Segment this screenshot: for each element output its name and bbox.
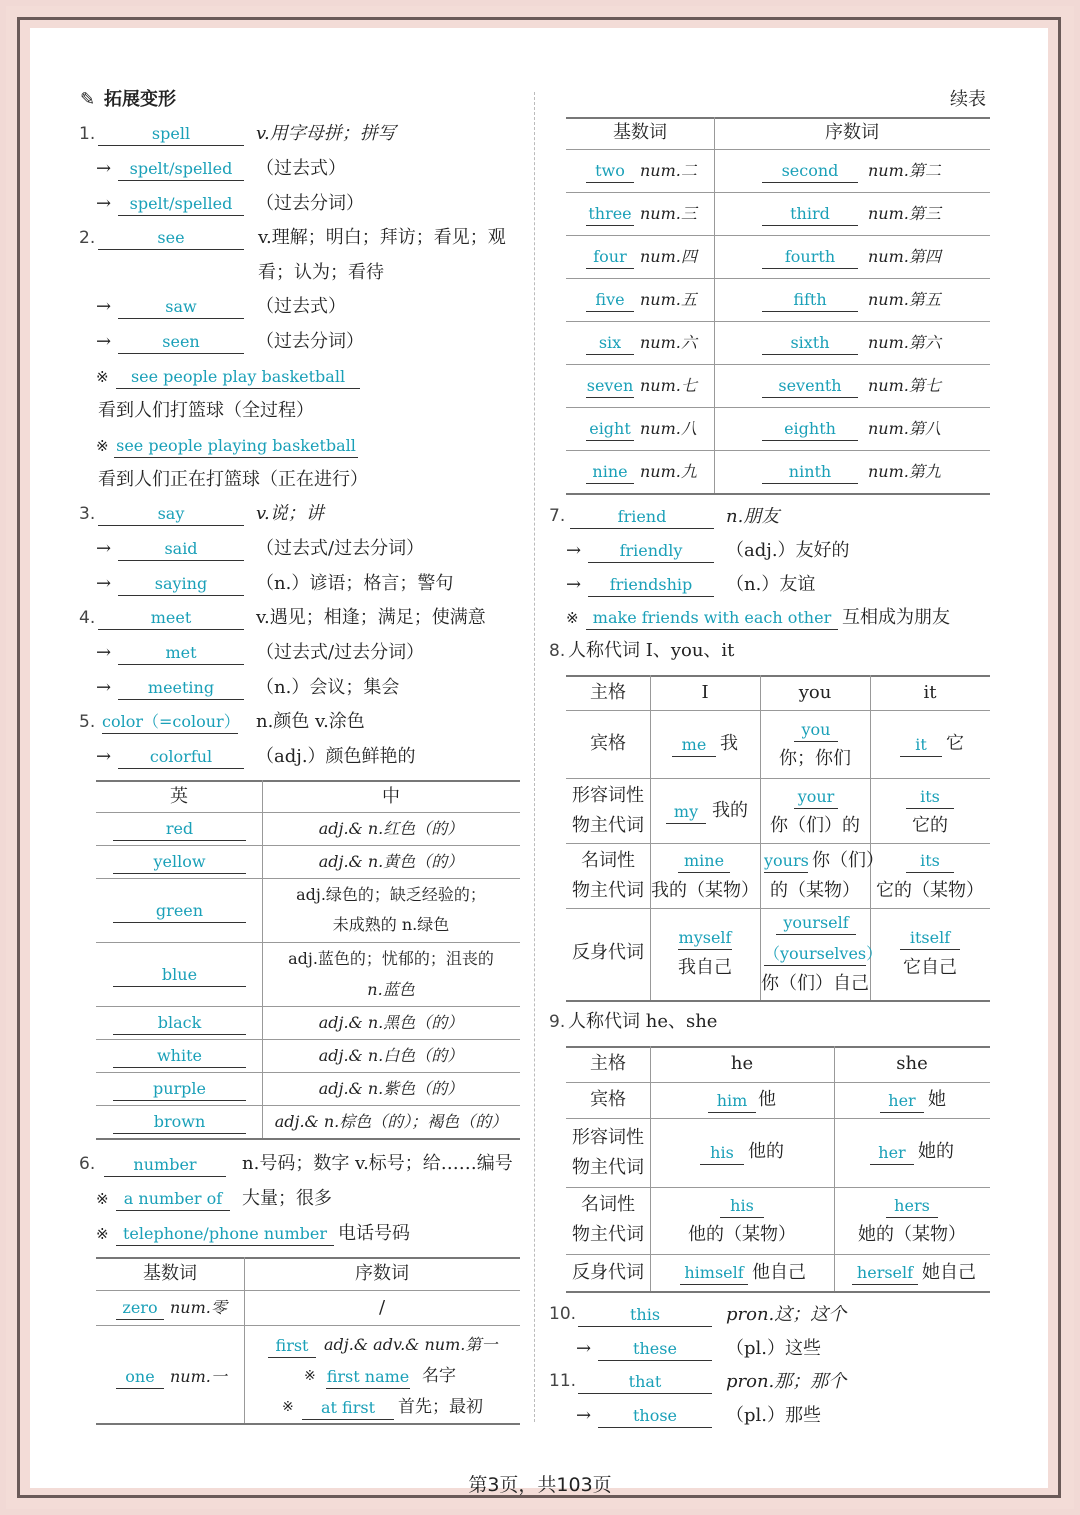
- answer-my: my: [666, 802, 706, 824]
- numeral-meaning: num.零: [170, 1298, 227, 1317]
- row-label-noun-possessive-2: 物主代词: [572, 880, 644, 901]
- reference-mark: ※: [96, 1225, 109, 1243]
- ordinal-answer: fifth: [762, 290, 858, 312]
- answer-zero: zero: [116, 1298, 164, 1320]
- table-rule: [566, 235, 990, 236]
- color-translation-1: adj.蓝色的；忧郁的；沮丧的: [288, 949, 494, 968]
- answer-me: me: [672, 735, 716, 757]
- arrow: →: [96, 331, 112, 352]
- cardinal-answer: eight: [586, 419, 634, 441]
- page-number-footer: 第3页，共103页: [468, 1474, 612, 1496]
- translation: 她的: [918, 1141, 954, 1162]
- color-red: red: [113, 819, 246, 841]
- pencil-icon: ✎: [80, 89, 96, 110]
- color-translation-2: n.蓝色: [367, 980, 415, 999]
- answer-her-possessive: her: [870, 1143, 914, 1165]
- answer-said: said: [118, 539, 244, 561]
- answer-those: those: [598, 1406, 712, 1428]
- answer-spelt-pp: spelt/spelled: [118, 194, 244, 216]
- definition: [256, 123, 396, 145]
- answer-myself: myself: [678, 928, 732, 950]
- table-rule: [566, 1046, 990, 1048]
- translation: 我的（某物）: [651, 880, 759, 901]
- answer-hers: hers: [886, 1196, 938, 1218]
- cardinal-meaning: num.九: [640, 462, 697, 481]
- reference-mark: ※: [566, 609, 579, 627]
- color-translation: adj.& n.白色（的）: [318, 1046, 464, 1065]
- item-number: 8.: [549, 641, 566, 661]
- answer-first-name: first name: [326, 1367, 410, 1389]
- table-rule: [96, 1290, 520, 1291]
- table-rule: [566, 1254, 990, 1255]
- answer-friendly: friendly: [588, 541, 714, 563]
- ordinal-answer: second: [762, 161, 858, 183]
- translation: 你（们）的: [770, 815, 860, 836]
- answer-make-friends: make friends with each other: [586, 608, 838, 630]
- answer-you-object: you: [794, 720, 838, 742]
- table-rule: [96, 1325, 520, 1326]
- row-label-object: 宾格: [590, 733, 626, 754]
- answer-these: these: [598, 1339, 712, 1361]
- table-rule: [96, 1138, 520, 1140]
- definition: （adj.）颜色鲜艳的: [256, 746, 416, 767]
- answer-him: him: [708, 1091, 756, 1113]
- cardinal-meaning: num.二: [640, 161, 697, 180]
- answer-colorful: colorful: [118, 747, 244, 769]
- table-header: 基数词: [143, 1263, 197, 1284]
- table-rule: [566, 117, 990, 119]
- table-rule: [566, 1187, 990, 1188]
- table-rule: [566, 192, 990, 193]
- answer-her: her: [880, 1091, 924, 1113]
- definition-see-2: 看；认为；看待: [258, 262, 384, 283]
- definition: （adj.）友好的: [726, 540, 850, 561]
- arrow: →: [96, 642, 112, 663]
- translation: 我的: [712, 800, 748, 821]
- table-rule: [566, 321, 990, 322]
- translation: 你；你们: [779, 748, 851, 769]
- color-translation: adj.& n.黄色（的）: [318, 852, 464, 871]
- translation: 我自己: [678, 957, 732, 978]
- table-rule: [566, 493, 990, 495]
- translation: 他的: [748, 1141, 784, 1162]
- answer-first: first: [268, 1336, 316, 1358]
- answer-phrase-see-play: see people play basketball: [116, 367, 360, 389]
- arrow: →: [96, 677, 112, 698]
- phrase-translation: 首先；最初: [398, 1397, 483, 1417]
- table-rule: [566, 710, 990, 711]
- color-translation: adj.& n.紫色（的）: [318, 1079, 464, 1098]
- definition-text: v.用字母拼；拼写: [256, 123, 396, 144]
- cardinal-meaning: num.五: [640, 290, 697, 309]
- arrow: →: [96, 193, 112, 214]
- answer-yourselves: （yourselves）: [764, 944, 866, 966]
- definition: pron.那；那个: [726, 1371, 847, 1392]
- arrow: →: [566, 540, 582, 561]
- answer-met: met: [118, 643, 244, 665]
- translation: 你（们）: [812, 850, 884, 871]
- row-label-object: 宾格: [590, 1089, 626, 1110]
- table-rule: [566, 1118, 990, 1119]
- cardinal-meaning: num.三: [640, 204, 697, 223]
- row-label-subject: 主格: [590, 682, 626, 703]
- color-blue: blue: [113, 965, 246, 987]
- row-label-adjective-possessive-1: 形容词性: [572, 1127, 644, 1148]
- table-rule: [96, 1072, 520, 1073]
- table-rule: [566, 407, 990, 408]
- translation: 它的: [912, 815, 948, 836]
- color-white: white: [113, 1046, 246, 1068]
- cardinal-meaning: num.八: [640, 419, 697, 438]
- answer-say: say: [98, 504, 244, 526]
- ordinal-meaning: num.第二: [868, 161, 941, 180]
- ordinal-answer: sixth: [762, 333, 858, 355]
- ordinal-answer: ninth: [762, 462, 858, 484]
- row-label-noun-possessive-2: 物主代词: [572, 1224, 644, 1245]
- table-rule: [96, 1039, 520, 1040]
- table-rule: [566, 675, 990, 677]
- item-number: 2.: [79, 228, 96, 248]
- table-rule: [96, 1006, 520, 1007]
- table-rule: [566, 149, 990, 150]
- phrase-translation: 看到人们正在打篮球（正在进行）: [98, 469, 368, 490]
- row-label-noun-possessive-1: 名词性: [581, 850, 635, 871]
- note-past-and-pp: （过去式/过去分词）: [256, 538, 425, 559]
- translation: 他: [758, 1089, 776, 1110]
- answer-one: one: [116, 1367, 164, 1389]
- table-rule: [566, 908, 990, 909]
- row-label-adjective-possessive-1: 形容词性: [572, 785, 644, 806]
- answer-meeting: meeting: [118, 678, 244, 700]
- translation: 它: [946, 733, 964, 754]
- ordinal-answer: eighth: [762, 419, 858, 441]
- translation: 她: [928, 1089, 946, 1110]
- answer-its-noun: its: [906, 851, 954, 873]
- arrow: →: [96, 746, 112, 767]
- definition: （n.）会议；集会: [256, 677, 400, 698]
- cardinal-answer: nine: [586, 462, 634, 484]
- table-rule: [96, 845, 520, 846]
- answer-it-object: it: [900, 735, 942, 757]
- pronoun-it: it: [923, 682, 937, 703]
- answer-herself: herself: [852, 1263, 918, 1285]
- translation: 他的（某物）: [688, 1224, 796, 1245]
- item-number: 1.: [79, 124, 96, 144]
- answer-friendship: friendship: [588, 575, 714, 597]
- translation: 你（们）自己: [761, 973, 869, 994]
- table-header: 英: [170, 786, 188, 807]
- cardinal-answer: four: [586, 247, 634, 269]
- item-number: 10.: [549, 1304, 577, 1324]
- cardinal-answer: five: [586, 290, 634, 312]
- phrase-translation: 名字: [422, 1366, 456, 1386]
- table-rule: [566, 1291, 990, 1293]
- definition: v.说；讲: [256, 503, 324, 524]
- row-label-reflexive: 反身代词: [572, 1262, 644, 1283]
- table-rule: [96, 780, 520, 782]
- table-rule: [566, 1082, 990, 1083]
- table-rule: [96, 878, 520, 879]
- ordinal-meaning: num.第八: [868, 419, 941, 438]
- color-black: black: [113, 1013, 246, 1035]
- answer-mine: mine: [678, 851, 730, 873]
- answer-spelt: spelt/spelled: [118, 159, 244, 181]
- arrow: →: [96, 573, 112, 594]
- table-rule: [566, 1000, 990, 1002]
- answer-see: see: [98, 228, 244, 250]
- color-translation-2: 未成熟的 n.绿色: [332, 915, 450, 934]
- arrow: →: [96, 296, 112, 317]
- answer-yourself: yourself: [776, 913, 856, 935]
- note-past-participle: （过去分词）: [256, 331, 364, 352]
- table-column-rule: [714, 117, 715, 494]
- ordinal-meaning: num.第五: [868, 290, 941, 309]
- item-number: 4.: [79, 608, 96, 628]
- color-green: green: [113, 901, 246, 923]
- phrase-translation: 看到人们打篮球（全过程）: [98, 400, 314, 421]
- answer-at-first: at first: [302, 1398, 394, 1420]
- answer-friend: friend: [570, 507, 714, 529]
- reference-mark: ※: [96, 437, 109, 455]
- arrow: →: [576, 1405, 592, 1426]
- reference-mark: ※: [96, 1190, 109, 1208]
- translation: 它自己: [903, 957, 957, 978]
- table-header: 序数词: [825, 122, 879, 143]
- translation: 她自己: [922, 1262, 976, 1283]
- item-number: 3.: [79, 504, 96, 524]
- definition: （n.）友谊: [726, 574, 816, 595]
- note-past-and-pp: （过去式/过去分词）: [256, 642, 425, 663]
- ordinal-meaning: num.第六: [868, 333, 941, 352]
- note-past-tense: （过去式）: [256, 296, 346, 317]
- ordinal-meaning: num.第四: [868, 247, 941, 266]
- empty-cell-slash: /: [378, 1297, 386, 1318]
- answer-your: your: [794, 787, 838, 809]
- item-number: 6.: [79, 1154, 96, 1174]
- answer-a-number-of: a number of: [116, 1189, 230, 1211]
- table-rule: [96, 1257, 520, 1259]
- definition: （pl.）那些: [726, 1405, 822, 1426]
- answer-itself: itself: [900, 928, 960, 950]
- pronoun-you: you: [798, 682, 832, 703]
- pronoun-he: he: [730, 1053, 754, 1074]
- column-divider: [534, 92, 535, 1422]
- cardinal-meaning: num.四: [640, 247, 697, 266]
- ordinal-answer: third: [762, 204, 858, 226]
- table-rule: [96, 942, 520, 943]
- translation: 她的（某物）: [858, 1224, 966, 1245]
- answer-saying: saying: [118, 574, 244, 596]
- table-header: 基数词: [613, 122, 667, 143]
- cardinal-answer: two: [586, 161, 634, 183]
- translation: 的（某物）: [770, 880, 860, 901]
- pronoun-she: she: [896, 1053, 928, 1074]
- table-rule: [566, 278, 990, 279]
- row-label-adjective-possessive-2: 物主代词: [572, 1157, 644, 1178]
- ordinal-meaning: num.第七: [868, 376, 941, 395]
- color-translation: adj.& n.红色（的）: [318, 819, 464, 838]
- definition: （pl.）这些: [726, 1338, 822, 1359]
- item-number: 9.: [549, 1012, 566, 1032]
- answer-this: this: [578, 1305, 712, 1327]
- answer-number: number: [104, 1155, 226, 1177]
- item-number: 11.: [549, 1371, 577, 1391]
- reference-mark: ※: [304, 1368, 316, 1384]
- arrow: →: [96, 158, 112, 179]
- ordinal-meaning: num.第九: [868, 462, 941, 481]
- answer-that: that: [578, 1372, 712, 1394]
- numeral-meaning: adj.& adv.& num.第一: [324, 1335, 498, 1354]
- answer-meet: meet: [98, 608, 244, 630]
- color-brown: brown: [113, 1112, 246, 1134]
- arrow: →: [576, 1338, 592, 1359]
- row-label-reflexive: 反身代词: [572, 942, 644, 963]
- translation: 它的（某物）: [876, 880, 984, 901]
- answer-himself: himself: [680, 1263, 748, 1285]
- cardinal-answer: six: [586, 333, 634, 355]
- translation: 他自己: [752, 1262, 806, 1283]
- ordinal-answer: seventh: [762, 376, 858, 398]
- cardinal-answer: three: [586, 204, 634, 226]
- phrase-translation: 大量；很多: [242, 1188, 332, 1209]
- reference-mark: ※: [96, 368, 109, 386]
- answer-seen: seen: [118, 332, 244, 354]
- cardinal-answer: seven: [586, 376, 634, 398]
- answer-saw: saw: [118, 297, 244, 319]
- row-label-adjective-possessive-2: 物主代词: [572, 815, 644, 836]
- definition: n.朋友: [726, 506, 780, 527]
- ordinal-answer: fourth: [762, 247, 858, 269]
- ordinal-meaning: num.第三: [868, 204, 941, 223]
- table-rule: [566, 843, 990, 844]
- cardinal-meaning: num.七: [640, 376, 697, 395]
- answer-color: color（=colour）: [102, 712, 238, 734]
- definition-see-1: v.理解；明白；拜访；看见；观: [258, 227, 506, 248]
- table-rule: [96, 1423, 520, 1425]
- color-purple: purple: [113, 1079, 246, 1101]
- arrow: →: [566, 574, 582, 595]
- table-rule: [566, 778, 990, 779]
- section-heading: 人称代词 I、you、it: [568, 640, 735, 661]
- item-number: 7.: [549, 506, 566, 526]
- pronoun-i: I: [701, 682, 709, 703]
- item-number: 5.: [79, 712, 96, 732]
- section-heading: 人称代词 he、she: [568, 1011, 718, 1032]
- numeral-meaning: num.一: [170, 1367, 227, 1386]
- answer-his-noun: his: [720, 1196, 764, 1218]
- translation: 我: [720, 733, 738, 754]
- answer-phrase-see-playing: see people playing basketball: [114, 436, 358, 458]
- table-rule: [566, 364, 990, 365]
- section-title: 拓展变形: [104, 89, 176, 110]
- definition: v.遇见；相逢；满足；使满意: [256, 607, 486, 628]
- answer-telephone-number: telephone/phone number: [116, 1224, 334, 1246]
- definition: pron.这；这个: [726, 1304, 847, 1325]
- color-yellow: yellow: [113, 852, 246, 874]
- color-translation: adj.& n.棕色（的）；褐色（的）: [274, 1112, 508, 1131]
- arrow: →: [96, 538, 112, 559]
- note-past-tense: （过去式）: [256, 158, 346, 179]
- table-header: 中: [382, 786, 400, 807]
- table-rule: [566, 450, 990, 451]
- phrase-translation: 互相成为朋友: [842, 607, 950, 628]
- answer-spell: spell: [98, 124, 244, 146]
- answer-his: his: [700, 1143, 744, 1165]
- definition: （n.）谚语；格言；警句: [256, 573, 454, 594]
- definition: n.颜色 v.涂色: [256, 711, 365, 732]
- cardinal-meaning: num.六: [640, 333, 697, 352]
- table-rule: [96, 812, 520, 813]
- note-past-participle: （过去分词）: [256, 193, 364, 214]
- phrase-translation: 电话号码: [338, 1223, 410, 1244]
- table-column-rule: [650, 675, 651, 1000]
- color-translation: adj.& n.黑色（的）: [318, 1013, 464, 1032]
- reference-mark: ※: [282, 1399, 294, 1415]
- table-column-rule: [760, 675, 761, 1000]
- definition: n.号码；数字 v.标号；给……编号: [242, 1153, 513, 1174]
- row-label-noun-possessive-1: 名词性: [581, 1194, 635, 1215]
- row-label-subject: 主格: [590, 1053, 626, 1074]
- continued-label: 续表: [950, 89, 986, 110]
- answer-yours: yours: [764, 851, 808, 873]
- color-translation-1: adj.绿色的；缺乏经验的；: [296, 885, 486, 904]
- table-rule: [96, 1105, 520, 1106]
- table-header: 序数词: [355, 1263, 409, 1284]
- answer-its: its: [906, 787, 954, 809]
